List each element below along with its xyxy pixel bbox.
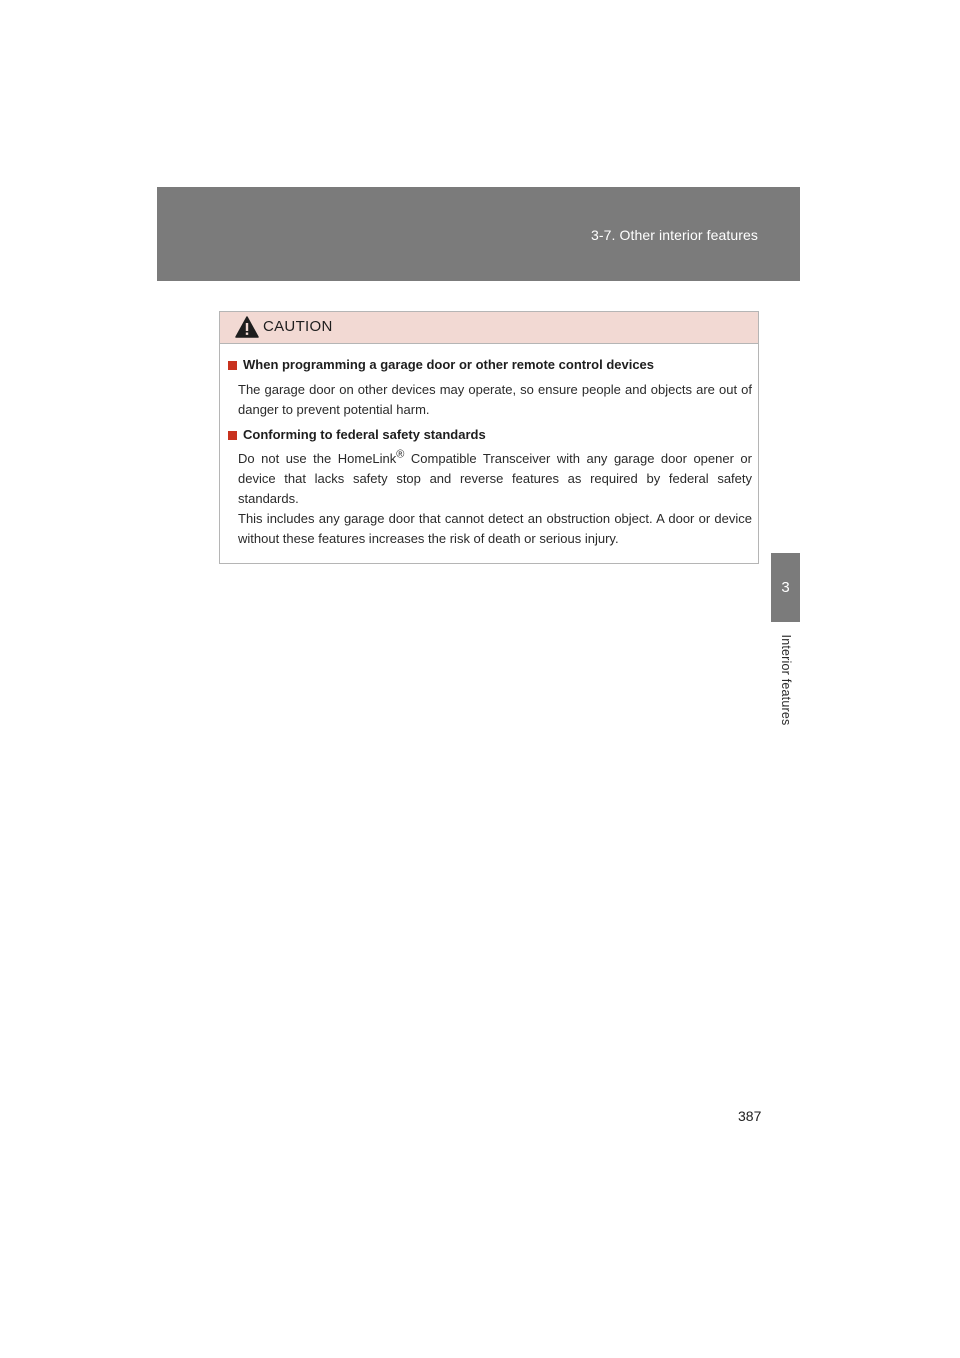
caution-item-heading-text: When programming a garage door or other remote control devices	[243, 357, 655, 372]
caution-item-paragraph: The garage door on other devices may operate, so ensure people and objects are out of danger to prevent potential harm.	[238, 382, 752, 417]
caution-item	[228, 355, 752, 420]
caution-body	[220, 344, 758, 549]
paragraph-text-start: Do not use the HomeLink	[238, 451, 397, 466]
caution-item-text	[228, 449, 752, 549]
chapter-tab-number: 3	[771, 553, 800, 622]
caution-item-paragraph	[238, 449, 752, 509]
caution-item-heading-text: Conforming to federal safety standards	[243, 427, 486, 442]
caution-box	[219, 311, 759, 564]
caution-item-heading	[228, 355, 752, 375]
caution-title: CAUTION	[263, 318, 333, 335]
page-number: 387	[738, 1108, 762, 1124]
caution-item	[228, 425, 752, 549]
caution-item-heading	[228, 425, 752, 445]
chapter-tab-label: Interior features	[779, 634, 793, 726]
square-bullet-icon	[228, 361, 237, 370]
paragraph-text-end: Compatible Transceiver with any garage door opener or device that lacks safety stop and reverse features as required by federal safety standards.	[238, 451, 752, 506]
header-band	[157, 187, 800, 281]
registered-mark: ®	[396, 448, 405, 461]
caution-item-paragraph: This includes any garage door that cannot detect an obstruction object. A door or device without these features increases the risk of death or serious injury.	[238, 511, 752, 546]
square-bullet-icon	[228, 431, 237, 440]
warning-triangle-icon	[235, 316, 259, 338]
section-title: 3-7. Other interior features	[591, 227, 758, 243]
caution-header	[220, 312, 758, 344]
caution-item-text	[228, 380, 752, 420]
